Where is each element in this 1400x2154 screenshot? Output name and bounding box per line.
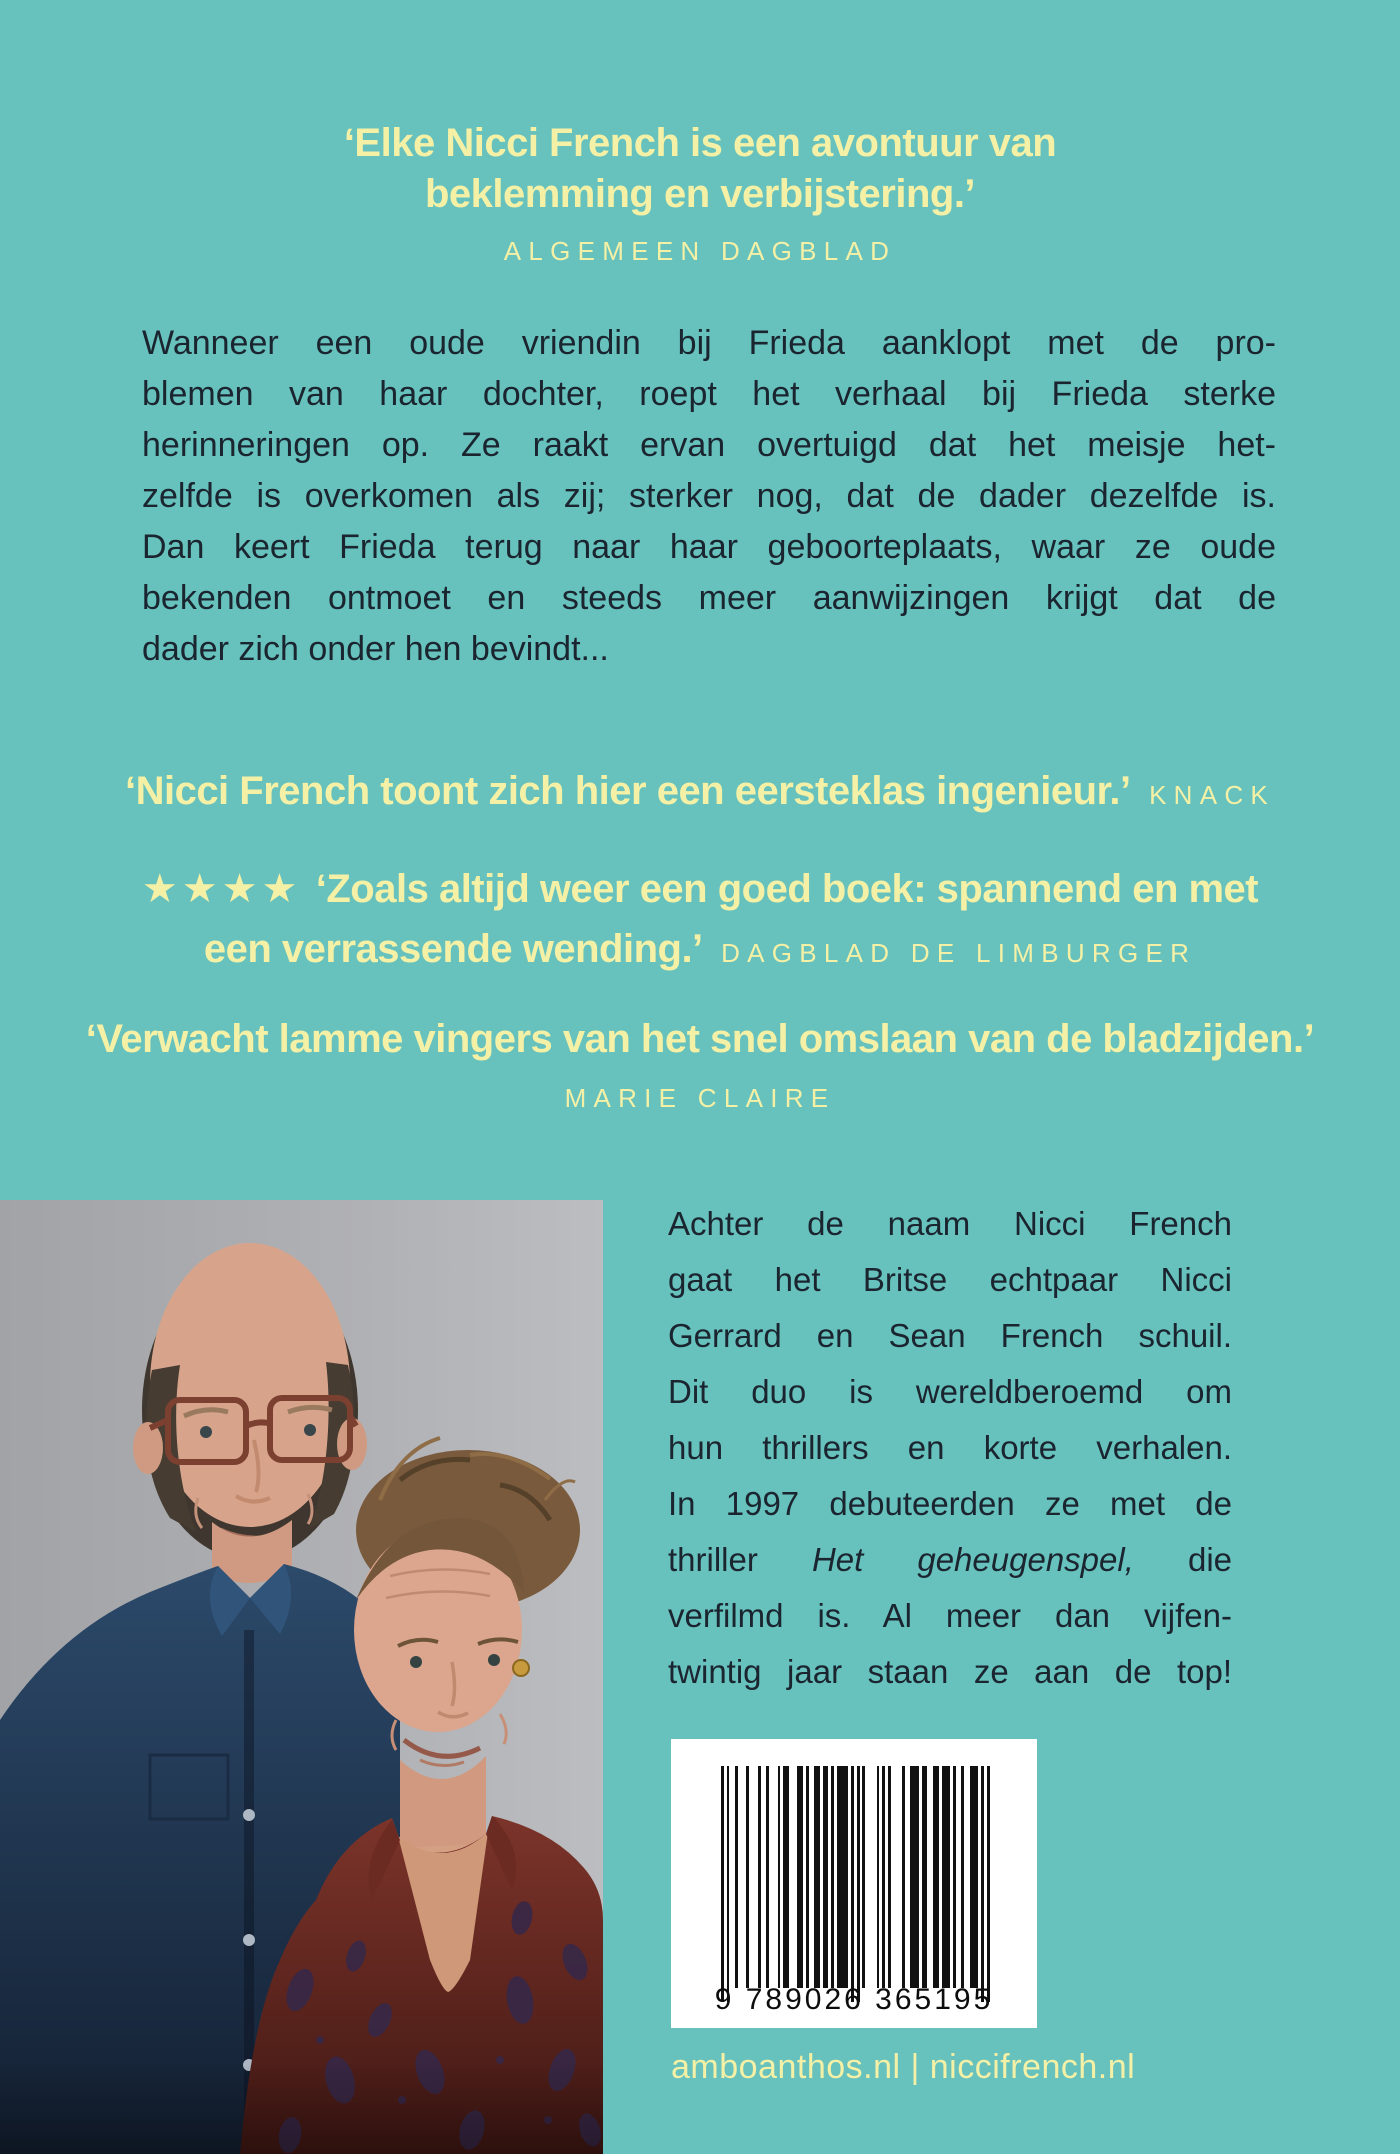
blurb-line: dader zich onder hen bevindt... (142, 630, 609, 668)
bio-line: In 1997 debuteerden ze met de (668, 1485, 1232, 1522)
blurb-line: bekenden ontmoet en steeds meer aanwijzingen krijgt dat de (142, 579, 1276, 617)
bio-line-text: die (1187, 1541, 1233, 1578)
synopsis-blurb (142, 318, 1276, 675)
review-marie-claire-quote: ‘Verwacht lamme vingers van het snel omslaan van de bladzijden.’ (85, 1017, 1315, 1061)
blurb-line: Dan keert Frieda terug naar haar geboorteplaats, waar ze oude (142, 528, 1276, 566)
bio-line-text: thriller (668, 1541, 758, 1578)
barcode-digits: 9 789026 365195 (714, 1983, 994, 2016)
blurb-line: Wanneer een oude vriendin bij Frieda aanklopt met de pro- (142, 324, 1276, 362)
top-quote (0, 118, 1400, 267)
author-bio (668, 1196, 1232, 1700)
review-marie-claire (0, 1014, 1400, 1114)
bio-line-book-title (668, 1532, 1232, 1588)
bio-line: Gerrard en Sean French schuil. (668, 1317, 1232, 1354)
blurb-line: blemen van haar dochter, roept het verhaal bij Frieda sterke (142, 375, 1276, 413)
review-limburger-line1: ‘Zoals altijd weer een goed boek: spannend en met (315, 867, 1259, 911)
publisher-websites: amboanthos.nl | niccifrench.nl (671, 2048, 1136, 2086)
review-knack-source: KNACK (1149, 780, 1276, 810)
top-quote-line: beklemming en verbijstering.’ (424, 172, 976, 216)
top-quote-source: ALGEMEEN DAGBLAD (503, 236, 897, 266)
isbn-barcode (671, 1739, 1037, 2028)
woman-earring (513, 1660, 529, 1676)
bio-line: Achter de naam Nicci French (668, 1205, 1232, 1242)
bio-line: Dit duo is wereldberoemd om (668, 1373, 1232, 1410)
review-limburger-source: DAGBLAD DE LIMBURGER (721, 938, 1197, 968)
blurb-line: zelfde is overkomen als zij; sterker nog, dat de dader dezelfde is. (142, 477, 1276, 515)
authors-photo-illustration (0, 1200, 603, 2154)
review-marie-claire-source: MARIE CLAIRE (564, 1083, 836, 1113)
review-knack (0, 766, 1400, 817)
review-limburger-line2: een verrassende wending.’ (203, 927, 703, 971)
top-quote-line: ‘Elke Nicci French is een avontuur van (343, 121, 1057, 165)
review-knack-quote: ‘Nicci French toont zich hier een eersteklas ingenieur.’ (124, 769, 1131, 813)
star-rating-icon: ★★★★ (141, 867, 302, 911)
book-title-italic: Het geheugenspel, (811, 1541, 1134, 1578)
bio-line: twintig jaar staan ze aan de top! (668, 1653, 1232, 1690)
blurb-line: herinneringen op. Ze raakt ervan overtuigd dat het meisje het- (142, 426, 1276, 464)
bio-line: hun thrillers en korte verhalen. (668, 1429, 1232, 1466)
bio-line: gaat het Britse echtpaar Nicci (668, 1261, 1232, 1298)
bio-line: verfilmd is. Al meer dan vijfen- (668, 1597, 1232, 1634)
review-limburger (0, 864, 1400, 984)
authors-photo (0, 1200, 603, 2154)
barcode-bars (721, 1766, 991, 2002)
